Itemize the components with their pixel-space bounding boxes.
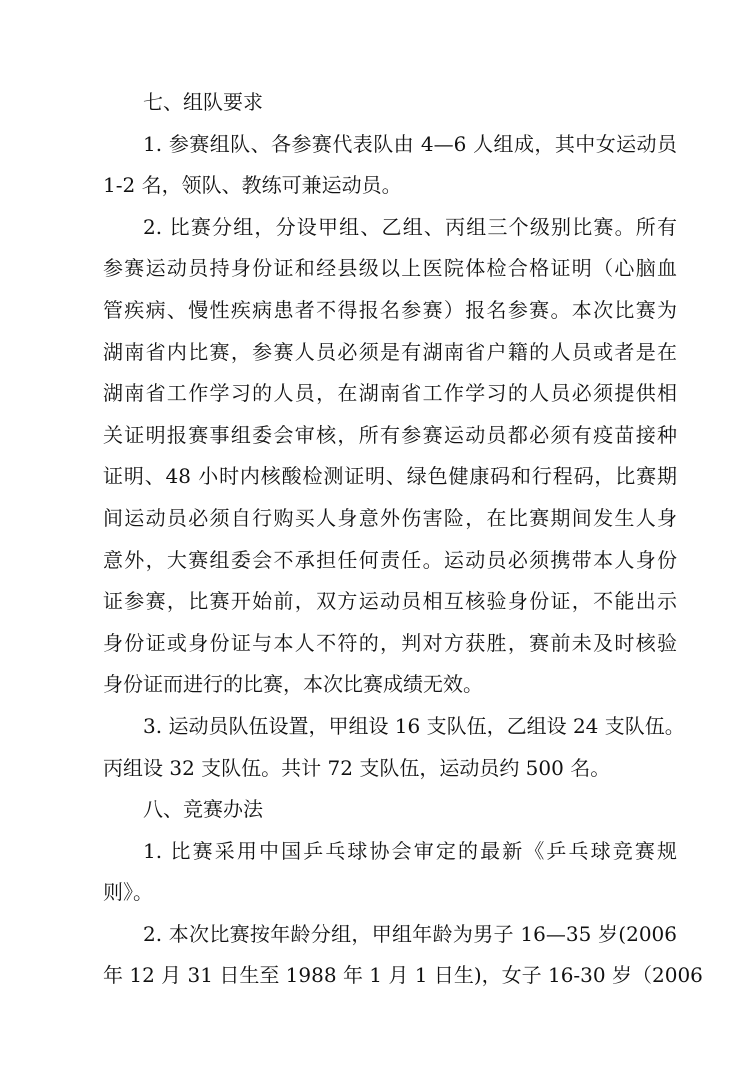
paragraph-line [103,748,677,790]
paragraph-line [103,290,677,332]
section-heading [103,789,677,831]
paragraph-line [103,373,677,415]
paragraph-line [103,623,677,665]
paragraph-line [103,207,677,249]
paragraph-line [103,706,685,748]
text-line: 间运动员必须自行购买人身意外伤害险，在比赛期间发生人身 [103,505,677,530]
paragraph-line [103,415,677,457]
text-line: 八、竞赛办法 [143,797,263,822]
paragraph-line [103,955,703,997]
paragraph-line [103,872,677,914]
text-line: 则》。 [103,880,153,905]
text-line: 2. 本次比赛按年龄分组，甲组年龄为男子 16—35 岁(2006 [143,921,677,946]
section-heading [103,82,677,124]
text-line: 1-2 名，领队、教练可兼运动员。 [103,173,402,198]
text-line: 3. 运动员队伍设置，甲组设 16 支队伍，乙组设 24 支队伍。 [143,713,685,738]
document-body [103,82,703,997]
text-line: 关证明报赛事组委会审核，所有参赛运动员都必须有疫苗接种 [103,422,677,447]
text-line: 2. 比赛分组，分设甲组、乙组、丙组三个级别比赛。所有 [143,214,677,239]
text-line: 管疾病、慢性疾病患者不得报名参赛）报名参赛。本次比赛为 [103,297,677,322]
paragraph-line [103,165,677,207]
paragraph-line [103,332,677,374]
paragraph-line [103,914,677,956]
text-line: 意外，大赛组委会不承担任何责任。运动员必须携带本人身份 [103,547,677,572]
text-line: 证参赛，比赛开始前，双方运动员相互核验身份证，不能出示 [103,589,677,614]
text-line: 湖南省内比赛，参赛人员必须是有湖南省户籍的人员或者是在 [103,339,677,364]
paragraph-line [103,581,677,623]
text-line: 湖南省工作学习的人员，在湖南省工作学习的人员必须提供相 [103,381,677,406]
paragraph-line [103,831,677,873]
paragraph-line [103,498,677,540]
text-line: 年 12 月 31 日生至 1988 年 1 月 1 日生)，女子 16-30 岁（2006 [103,963,703,988]
text-line: 七、组队要求 [143,90,263,114]
text-line: 证明、48 小时内核酸检测证明、绿色健康码和行程码，比赛期 [103,464,677,489]
text-line: 身份证而进行的比赛，本次比赛成绩无效。 [103,672,483,697]
text-line: 丙组设 32 支队伍。共计 72 支队伍，运动员约 500 名。 [103,755,611,780]
text-line: 1. 比赛采用中国乒乓球协会审定的最新《乒乓球竞赛规 [143,838,677,863]
paragraph-line [103,540,677,582]
paragraph-line [103,124,677,166]
paragraph-line [103,248,677,290]
paragraph-line [103,664,677,706]
text-line: 1. 参赛组队、各参赛代表队由 4—6 人组成，其中女运动员 [143,131,677,156]
text-line: 参赛运动员持身份证和经县级以上医院体检合格证明（心脑血 [103,256,677,281]
text-line: 身份证或身份证与本人不符的，判对方获胜，赛前未及时核验 [103,630,677,655]
paragraph-line [103,456,677,498]
